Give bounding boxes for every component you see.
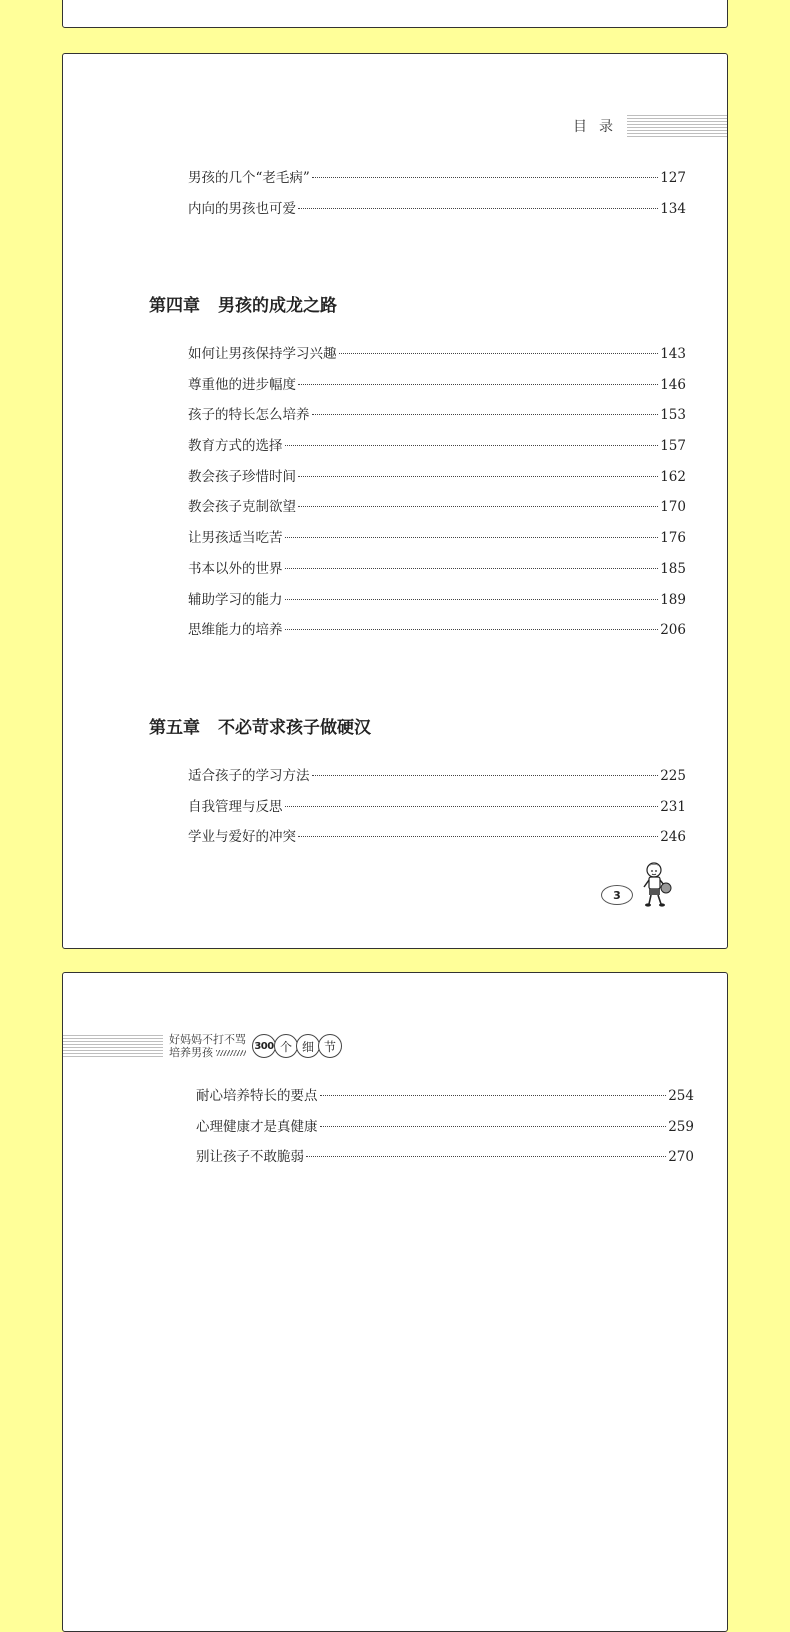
- leader-dots: [339, 353, 659, 354]
- leader-dots: [312, 775, 659, 776]
- toc-entry-title: 自我管理与反思: [188, 798, 283, 815]
- leader-dots: [306, 1156, 666, 1157]
- chapter-number: 第五章: [149, 718, 200, 738]
- toc-entry-page: 225: [660, 768, 686, 784]
- toc-entry: [196, 1084, 694, 1115]
- toc-entry: [188, 342, 686, 373]
- toc-entry: [188, 403, 686, 434]
- toc-entry: [188, 434, 686, 465]
- toc-entry-title: 男孩的几个“老毛病”: [188, 170, 310, 186]
- toc-entry-title: 辅助学习的能力: [188, 591, 283, 608]
- toc-entry-title: 教育方式的选择: [188, 438, 283, 455]
- toc-entry: [188, 825, 686, 856]
- leader-dots: [320, 1126, 667, 1127]
- badge: 300: [252, 1034, 276, 1058]
- toc-entry-page: 127: [660, 170, 686, 186]
- leader-dots: [298, 208, 658, 209]
- toc-list-bottom: [196, 1084, 694, 1176]
- title-badges: [254, 1034, 342, 1058]
- toc-entry-title: 如何让男孩保持学习兴趣: [188, 346, 337, 362]
- toc-list-chapter-4: [188, 342, 686, 649]
- hatch-decoration: [63, 1035, 163, 1057]
- leader-dots: [285, 568, 659, 569]
- leader-dots: [312, 414, 659, 415]
- toc-entry-title: 思维能力的培养: [188, 622, 283, 639]
- toc-entry-page: 254: [668, 1088, 694, 1104]
- running-title: 目录: [573, 119, 625, 135]
- toc-page-4: [62, 972, 728, 1632]
- toc-entry-page: 246: [660, 829, 686, 846]
- leader-dots: [298, 836, 658, 837]
- toc-entry-title: 适合孩子的学习方法: [188, 768, 310, 784]
- leader-dots: [285, 806, 659, 807]
- badge: 细: [296, 1034, 320, 1058]
- leader-dots: [298, 476, 658, 477]
- toc-entry-page: 162: [660, 468, 686, 485]
- toc-entry-page: 185: [660, 560, 686, 577]
- toc-entry-page: 134: [660, 200, 686, 217]
- leader-dots: [285, 629, 659, 630]
- toc-entry-page: 270: [668, 1149, 694, 1166]
- book-title-line2: 培养男孩: [169, 1046, 213, 1059]
- toc-entry-title: 别让孩子不敢脆弱: [196, 1149, 304, 1166]
- previous-page-edge: [62, 0, 728, 28]
- toc-entry: [196, 1145, 694, 1176]
- leader-dots: [312, 177, 658, 178]
- leader-dots: [298, 384, 658, 385]
- toc-entry: [188, 764, 686, 795]
- hatch-decoration: [627, 115, 727, 137]
- badge: 节: [318, 1034, 342, 1058]
- toc-entry-title: 教会孩子克制欲望: [188, 499, 296, 516]
- toc-entry-title: 内向的男孩也可爱: [188, 200, 296, 217]
- toc-entry-title: 让男孩适当吃苦: [188, 530, 283, 547]
- toc-entry: [188, 526, 686, 557]
- toc-entry-title: 孩子的特长怎么培养: [188, 407, 310, 424]
- leader-dots: [298, 506, 658, 507]
- toc-page-3: [62, 53, 728, 949]
- toc-entry: [188, 588, 686, 619]
- toc-entry-title: 教会孩子珍惜时间: [188, 468, 296, 485]
- chapter-title: 不必苛求孩子做硬汉: [218, 718, 371, 738]
- leader-dots: [320, 1095, 667, 1096]
- toc-list-chapter-5: [188, 764, 686, 856]
- page-number: 3: [601, 885, 633, 905]
- toc-entry-page: 206: [660, 622, 686, 639]
- toc-entry-page: 146: [660, 376, 686, 393]
- book-title-line1: 好妈妈不打不骂: [169, 1033, 246, 1046]
- toc-entry-page: 259: [668, 1118, 694, 1135]
- toc-entry-page: 176: [660, 530, 686, 547]
- chapter-heading-5: [149, 713, 371, 738]
- toc-entry-title: 书本以外的世界: [188, 560, 283, 577]
- running-head: [573, 116, 727, 136]
- toc-entry: [196, 1115, 694, 1146]
- toc-entry: [188, 618, 686, 649]
- leader-dots: [285, 537, 659, 538]
- toc-entry: [188, 795, 686, 826]
- toc-entry-page: 231: [660, 798, 686, 815]
- toc-entry-page: 189: [660, 591, 686, 608]
- toc-entry-page: 157: [660, 438, 686, 455]
- book-running-head: [63, 1031, 342, 1061]
- badge: 个: [274, 1034, 298, 1058]
- toc-entry-title: 尊重他的进步幅度: [188, 376, 296, 393]
- toc-entry-page: 153: [660, 407, 686, 424]
- slash-decoration: [216, 1050, 246, 1056]
- toc-entry: [188, 373, 686, 404]
- toc-entry: [188, 197, 686, 228]
- toc-entry-title: 学业与爱好的冲突: [188, 829, 296, 846]
- chapter-heading-4: [149, 291, 337, 316]
- toc-entry: [188, 465, 686, 496]
- book-title: [169, 1033, 246, 1059]
- toc-entry-page: 143: [660, 346, 686, 362]
- toc-entry: [188, 495, 686, 526]
- toc-entry-page: 170: [660, 499, 686, 516]
- chapter-number: 第四章: [149, 296, 200, 316]
- toc-entry: [188, 166, 686, 197]
- toc-entry-title: 心理健康才是真健康: [196, 1118, 318, 1135]
- boy-mascot-icon: [640, 860, 674, 908]
- toc-entry: [188, 557, 686, 588]
- leader-dots: [285, 599, 659, 600]
- chapter-title: 男孩的成龙之路: [218, 296, 337, 316]
- toc-entry-title: 耐心培养特长的要点: [196, 1088, 318, 1104]
- leader-dots: [285, 445, 659, 446]
- toc-list-top: [188, 166, 686, 227]
